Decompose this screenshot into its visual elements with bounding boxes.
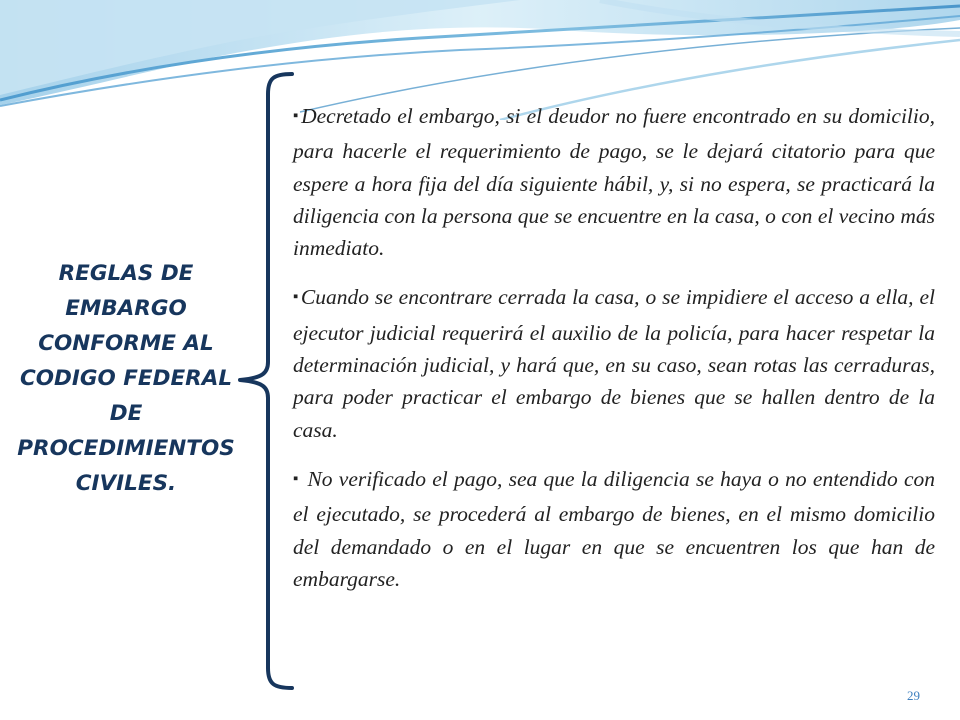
- paragraph-text: Decretado el embargo, si el deudor no fuere encontrado en su domicilio, para hacerle el requerimiento de pago, se le dejará citatorio para que espere a hora fija del día siguiente hábil, y, si no espera, se practicará la diligencia con la persona que se encuentre en la casa, o con el vecino más inmediato.: [293, 104, 935, 261]
- paragraph: [293, 463, 935, 595]
- paragraph-text: Cuando se encontrare cerrada la casa, o se impidiere el acceso a ella, el ejecutor judicial requerirá el auxilio de la policía, para hacer respetar la determinación judicial, y hará que, en su caso, sean rotas las cerraduras, para poder practicar el embargo de bienes que se hallen dentro de la casa.: [293, 285, 935, 442]
- paragraph: [293, 281, 935, 445]
- slide-title: [6, 256, 246, 501]
- bullet-icon: ▪: [293, 470, 300, 487]
- paragraph: [293, 100, 935, 264]
- body-content: [293, 100, 935, 612]
- title-line: EMBARGO: [65, 296, 187, 321]
- title-line: CONFORME AL: [38, 331, 214, 356]
- curly-bracket: [230, 66, 300, 696]
- title-line: PROCEDIMIENTOS: [17, 436, 235, 461]
- title-line: DE: [109, 401, 143, 426]
- title-line: REGLAS DE: [58, 261, 194, 286]
- paragraph-text: No verificado el pago, sea que la diligencia se haya o no entendido con el ejecutado, se procederá al embargo de bienes, en el mismo domicilio del demandado o en el lugar en que se encuentren los que han de embargarse.: [293, 466, 935, 591]
- bullet-icon: ▪: [293, 108, 300, 124]
- title-line: CIVILES.: [75, 471, 177, 496]
- title-line: CODIGO FEDERAL: [19, 366, 233, 391]
- bullet-icon: ▪: [293, 289, 299, 306]
- page-number: 29: [907, 688, 920, 703]
